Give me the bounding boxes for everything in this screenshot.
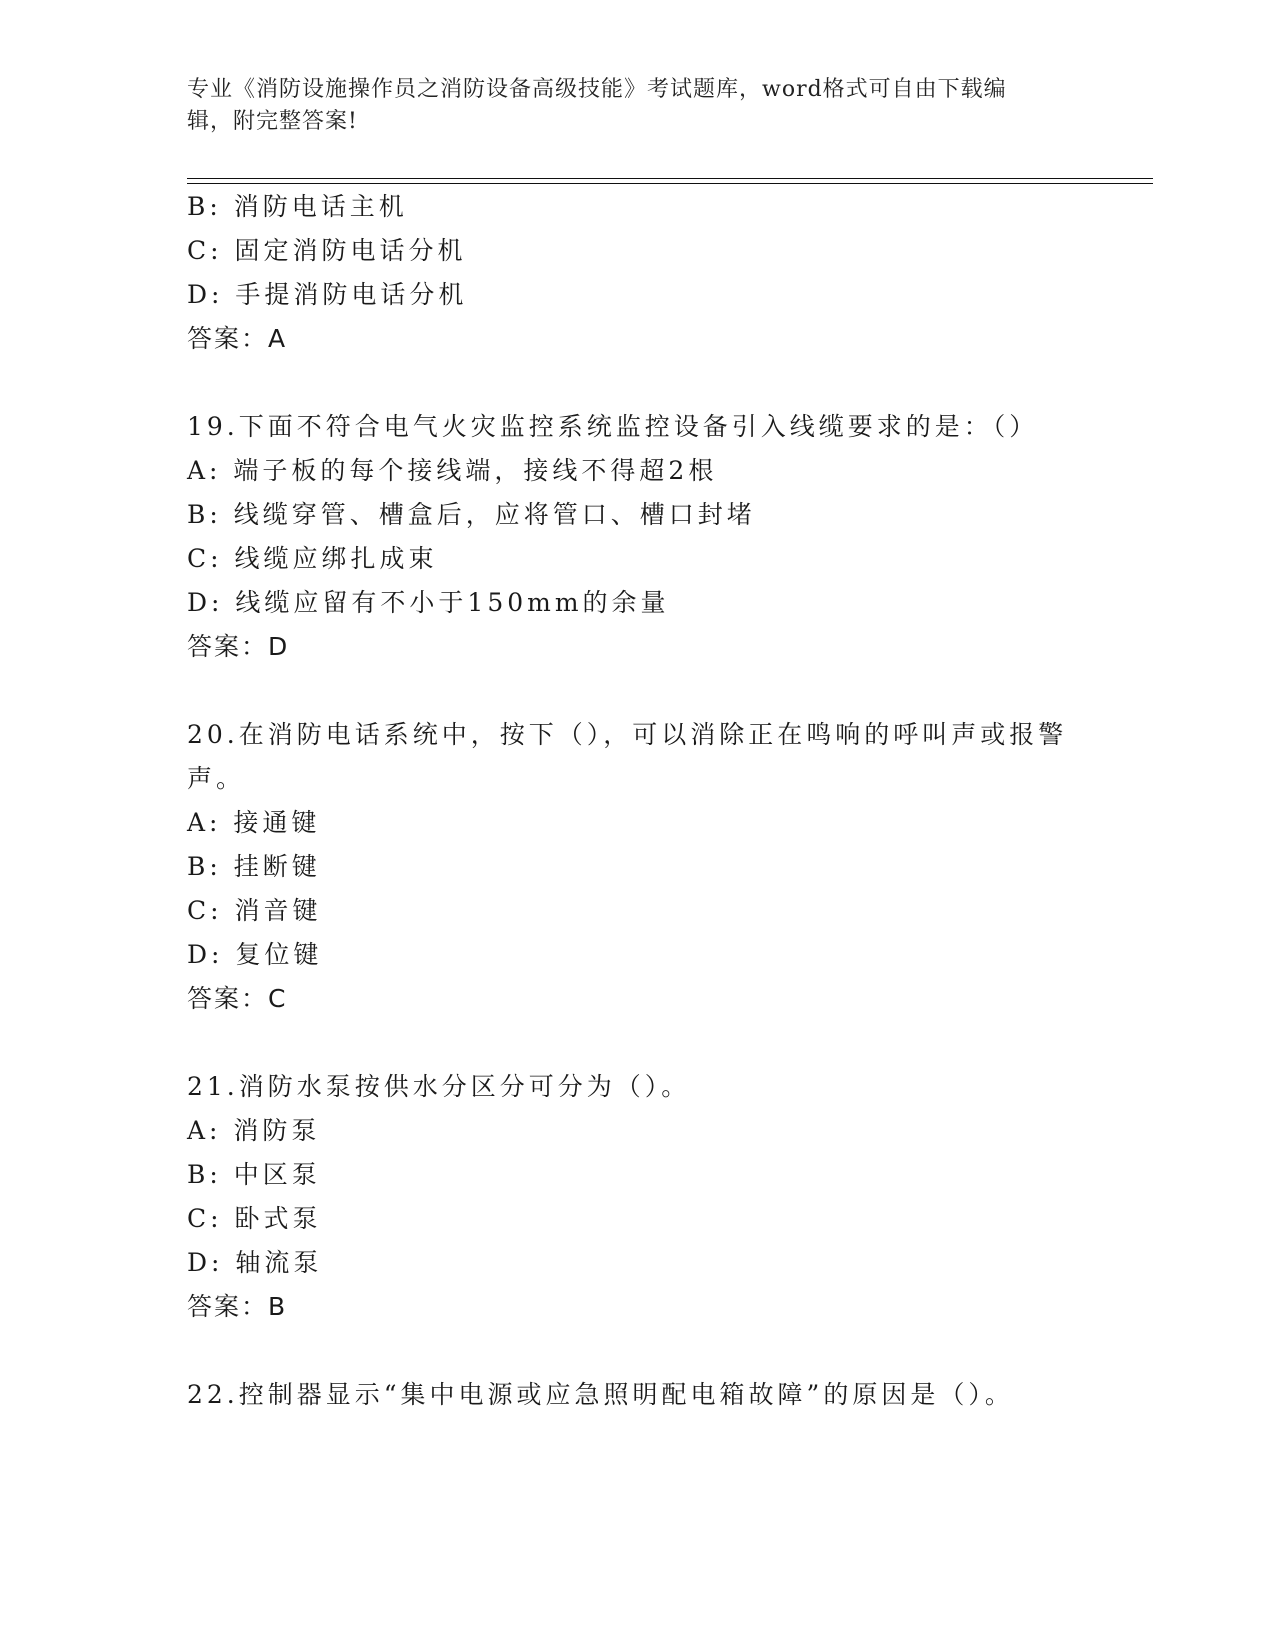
q22-question: 22.控制器显示“集中电源或应急照明配电箱故障”的原因是（）。	[187, 1380, 1014, 1409]
q19-option-b: B: 线缆穿管、槽盒后，应将管口、槽口封堵	[187, 500, 756, 529]
q19-option-c: C: 线缆应绑扎成束	[187, 544, 438, 573]
header-divider-top	[187, 178, 1153, 179]
q19-option-a: A: 端子板的每个接线端，接线不得超2根	[187, 456, 718, 485]
q20-option-c: C: 消音键	[187, 896, 322, 925]
q20-answer: 答案：C	[187, 984, 288, 1013]
q20-question-line-2: 声。	[187, 764, 246, 793]
header-line-1: 专业《消防设施操作员之消防设备高级技能》考试题库，word格式可自由下载编	[187, 77, 1007, 102]
q21-answer: 答案：B	[187, 1292, 288, 1321]
q19-answer: 答案：D	[187, 632, 290, 661]
q18-option-d: D: 手提消防电话分机	[187, 280, 468, 309]
q20-option-d: D: 复位键	[187, 940, 323, 969]
q19-option-d: D: 线缆应留有不小于150mm的余量	[187, 588, 670, 617]
q20-option-b: B: 挂断键	[187, 852, 321, 881]
q20-question-line-1: 20.在消防电话系统中，按下（），可以消除正在鸣响的呼叫声或报警	[187, 720, 1068, 749]
q21-option-b: B: 中区泵	[187, 1160, 321, 1189]
q21-option-c: C: 卧式泵	[187, 1204, 322, 1233]
q18-option-b: B: 消防电话主机	[187, 192, 408, 221]
q19-question: 19.下面不符合电气火灾监控系统监控设备引入线缆要求的是：（）	[187, 412, 1039, 441]
q21-option-d: D: 轴流泵	[187, 1248, 323, 1277]
q18-option-c: C: 固定消防电话分机	[187, 236, 467, 265]
header-line-2: 辑，附完整答案!	[187, 109, 358, 134]
q21-option-a: A: 消防泵	[187, 1116, 321, 1145]
q21-question: 21.消防水泵按供水分区分可分为（）。	[187, 1072, 691, 1101]
q20-option-a: A: 接通键	[187, 808, 321, 837]
header-divider-bottom	[187, 183, 1153, 184]
q18-answer: 答案：A	[187, 324, 288, 353]
document-header	[187, 74, 1067, 138]
